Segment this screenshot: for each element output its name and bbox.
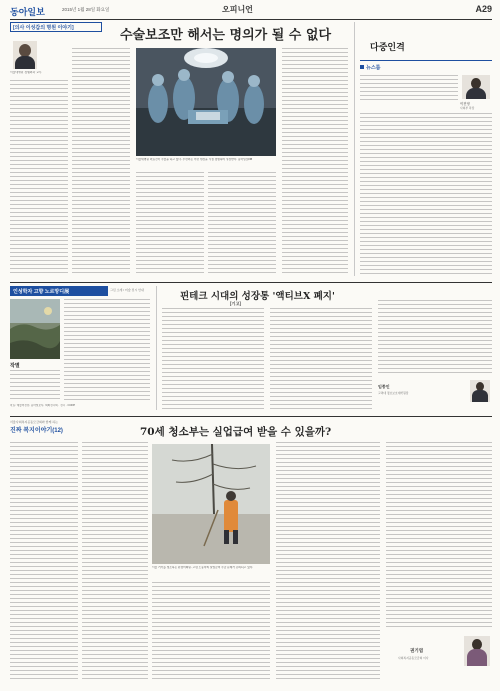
surgery-photo-caption: 서울대병원 의료진이 수술을 하고 있다. 수련의는 이런 현장을 직접 경험하며 성장한다. 동아일보DB xyxy=(136,158,253,161)
art-label-text: 인성학자 고향 노르망디展 xyxy=(13,289,70,295)
masthead xyxy=(10,4,492,18)
surgery-photo xyxy=(136,48,276,156)
article-text-col-1 xyxy=(10,80,68,276)
bottom-author-title: 사회복지공동모금회 이사 xyxy=(398,656,429,660)
bottom-author: 권기엽 xyxy=(410,648,424,653)
sidebar-text-body xyxy=(360,113,492,277)
sidebar-author-photo xyxy=(462,75,490,99)
art-label xyxy=(10,286,108,296)
sidebar-author-title: 사회부 차장 xyxy=(460,106,475,110)
newsroom-label-text: 뉴스룸 xyxy=(366,65,381,71)
art-sub: 그림 소개 / 미술 전시 안내 xyxy=(110,288,144,292)
article-text-col-4 xyxy=(208,172,276,276)
page-number: A29 xyxy=(475,4,492,14)
columnist-portrait xyxy=(13,41,37,69)
sidebar-box xyxy=(360,60,492,276)
bottom-rule xyxy=(10,416,492,417)
paper-name: 동아일보 xyxy=(10,8,45,18)
middle-rule xyxy=(10,282,492,283)
article-text-col-2 xyxy=(72,48,130,276)
newsroom-square-icon xyxy=(360,65,364,69)
columnist-caption: 서울대병원 정형외과 교수 xyxy=(10,71,42,74)
date-line: 2015년 1월 28일 화요일 xyxy=(62,7,110,12)
bottom-series-title xyxy=(10,425,63,434)
art-box xyxy=(10,286,150,410)
article-text-col-5 xyxy=(282,48,348,276)
main-headline: 수술보조만 해서는 명의가 될 수 없다 xyxy=(120,28,331,43)
contribution-col-3 xyxy=(378,300,492,376)
contribution-col-2 xyxy=(270,308,372,410)
sidebar-text-intro xyxy=(360,75,458,103)
artist-name: 작별 xyxy=(10,363,20,369)
street-photo-caption: 서울 거리를 청소하는 환경미화원. 고령 노동자의 실업급여 수급 문제가 논의되고 있다. xyxy=(152,566,254,569)
art-text-left xyxy=(10,370,60,402)
bottom-series: 서울사회복지공동모금회와 함께 하는 xyxy=(10,420,59,424)
bottom-col-2 xyxy=(82,442,148,682)
bottom-col-1 xyxy=(10,442,78,682)
column-kicker: [의사 이성갑의 명원 이야기] xyxy=(13,25,74,31)
mid-divider xyxy=(156,286,157,410)
bottom-col-5 xyxy=(386,442,492,630)
contribution-author: 임종인 xyxy=(378,384,390,389)
sidebar-title: 다중인격 xyxy=(370,43,405,53)
masthead-rule xyxy=(10,19,492,20)
contribution-label: [기고] xyxy=(230,301,241,306)
bottom-headline: 70세 청소부는 실업급여 받을 수 있을까? xyxy=(140,426,332,438)
series-title-text: 진짜 복지이야기 xyxy=(10,428,53,434)
bottom-col-4 xyxy=(276,442,380,682)
column-kicker-box xyxy=(10,22,102,32)
article-text-col-3b xyxy=(136,172,204,276)
street-cleaner-photo xyxy=(152,444,270,564)
art-text-right xyxy=(64,299,150,402)
contribution-col-1 xyxy=(162,308,264,410)
painting-image xyxy=(10,299,60,359)
contribution-headline: 핀테크 시대의 성장통 '액티브X 폐지' xyxy=(180,291,335,302)
bottom-col-3 xyxy=(152,582,270,682)
series-number: (12) xyxy=(52,428,63,434)
newsroom-label xyxy=(360,64,381,72)
sidebar-divider xyxy=(354,22,355,276)
art-credit: 자료: 예술의전당, 동아일보사, 회화전시회 · 전시 · CODE xyxy=(10,404,76,407)
section-title: 오피니언 xyxy=(222,5,253,14)
contribution-author-photo xyxy=(470,380,490,402)
contribution-author-title: 고려대 정보보호대학원장 xyxy=(378,391,409,395)
sidebar-author-name: 이진영 xyxy=(460,102,470,106)
bottom-author-photo xyxy=(464,636,490,666)
